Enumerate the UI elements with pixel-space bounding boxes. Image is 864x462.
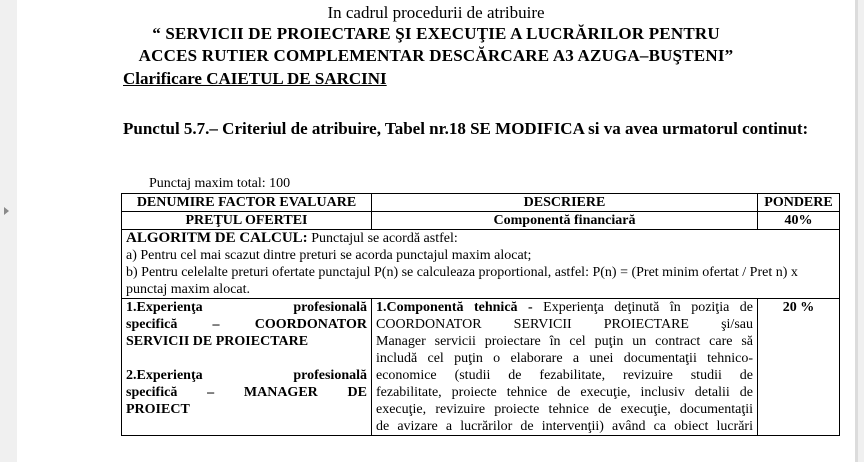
pret-descriere: Componentă financiară	[372, 212, 758, 230]
table-row-algoritm	[122, 230, 840, 299]
descriere-line-2: COORDONATOR SERVICII PROIECTARE şi/sau	[376, 317, 753, 332]
descriere-line-7: execuţie, revizuire proiecte tehnice de execuţie, documentaţii	[376, 402, 753, 417]
descriere-line-6: fezabilitate, proiecte tehnice de execuţie, inclusiv detalii de	[376, 385, 753, 400]
descriere-line-3: Manager servicii proiectare în cel puţin un contract care să	[376, 334, 753, 349]
descriere-line-4: includă cel puţin o elaborare a unei documentaţii tehnico-	[376, 351, 753, 366]
punctul-heading: Punctul 5.7.– Criteriul de atribuire, Tabel nr.18 SE MODIFICA si va avea urmatorul continut:	[123, 119, 809, 138]
algoritm-cell	[122, 230, 840, 299]
table-row-pret	[122, 212, 840, 230]
descriere-line-5: economice (studii de fezabilitate, revizuire studii de	[376, 368, 753, 383]
factor2-line-3: PROIECT	[126, 402, 190, 417]
algoritm-heading-rest: Punctajul se acordă astfel:	[307, 231, 458, 246]
title-line-1: “ SERVICII DE PROIECTARE ŞI EXECUŢIE A LUCRĂRILOR PENTRU	[152, 24, 720, 43]
tehnic-factor-cell	[122, 299, 372, 436]
sidebar-expand-arrow-icon[interactable]	[4, 207, 9, 215]
intro-text: In cadrul procedurii de atribuire	[327, 3, 545, 22]
algoritm-line-a: a) Pentru cel mai scazut dintre preturi se acorda punctajul maxim alocat;	[126, 248, 532, 263]
title-line-2: ACCES RUTIER COMPLEMENTAR DESCĂRCARE A3 AZUGA–BUŞTENI”	[138, 46, 734, 65]
punctaj-maxim-label: Punctaj maxim total: 100	[149, 176, 291, 191]
header-pondere: PONDERE	[758, 194, 840, 212]
tehnic-descriere-cell	[372, 299, 758, 436]
factor2-line-1: 2.Experienţa profesională	[126, 368, 367, 383]
algoritm-line-b: b) Pentru celelalte preturi ofertate punctajul P(n) se calculeaza proportional, astfel: P(n) = (Pret minim ofertat / Pret n) x punctaj maxim alocat.	[126, 265, 798, 297]
header-factor: DENUMIRE FACTOR EVALUARE	[122, 194, 372, 212]
clarificare-heading: Clarificare CAIETUL DE SARCINI	[123, 69, 387, 88]
page-right-edge	[855, 0, 858, 462]
table-header-row	[122, 194, 840, 212]
header-descriere: DESCRIERE	[372, 194, 758, 212]
factor2-line-2: specifică – MANAGER DE	[126, 385, 367, 400]
algoritm-heading-line	[126, 230, 835, 247]
table-row-tehnic	[122, 299, 840, 436]
factor1-line-3: SERVICII DE PROIECTARE	[126, 334, 309, 349]
descriere-line-8: de avizare a lucrărilor de intervenţii) având ca obiect lucrări	[376, 419, 753, 434]
criteria-table	[121, 193, 840, 436]
pret-pondere: 40%	[758, 212, 840, 230]
algoritm-heading: ALGORITM DE CALCUL:	[126, 230, 308, 246]
descriere-bold: 1.Componentă tehnică -	[376, 300, 533, 315]
descriere-line-1-text: Experienţa deţinută în poziţia de	[532, 300, 753, 315]
pret-factor: PREŢUL OFERTEI	[122, 212, 372, 230]
factor1-line-1: 1.Experienţa profesională	[126, 300, 367, 315]
factor1-line-2: specifică – COORDONATOR	[126, 317, 367, 332]
tehnic-pondere: 20 %	[758, 299, 840, 436]
descriere-line-1	[376, 299, 753, 316]
document-page	[17, 0, 855, 462]
